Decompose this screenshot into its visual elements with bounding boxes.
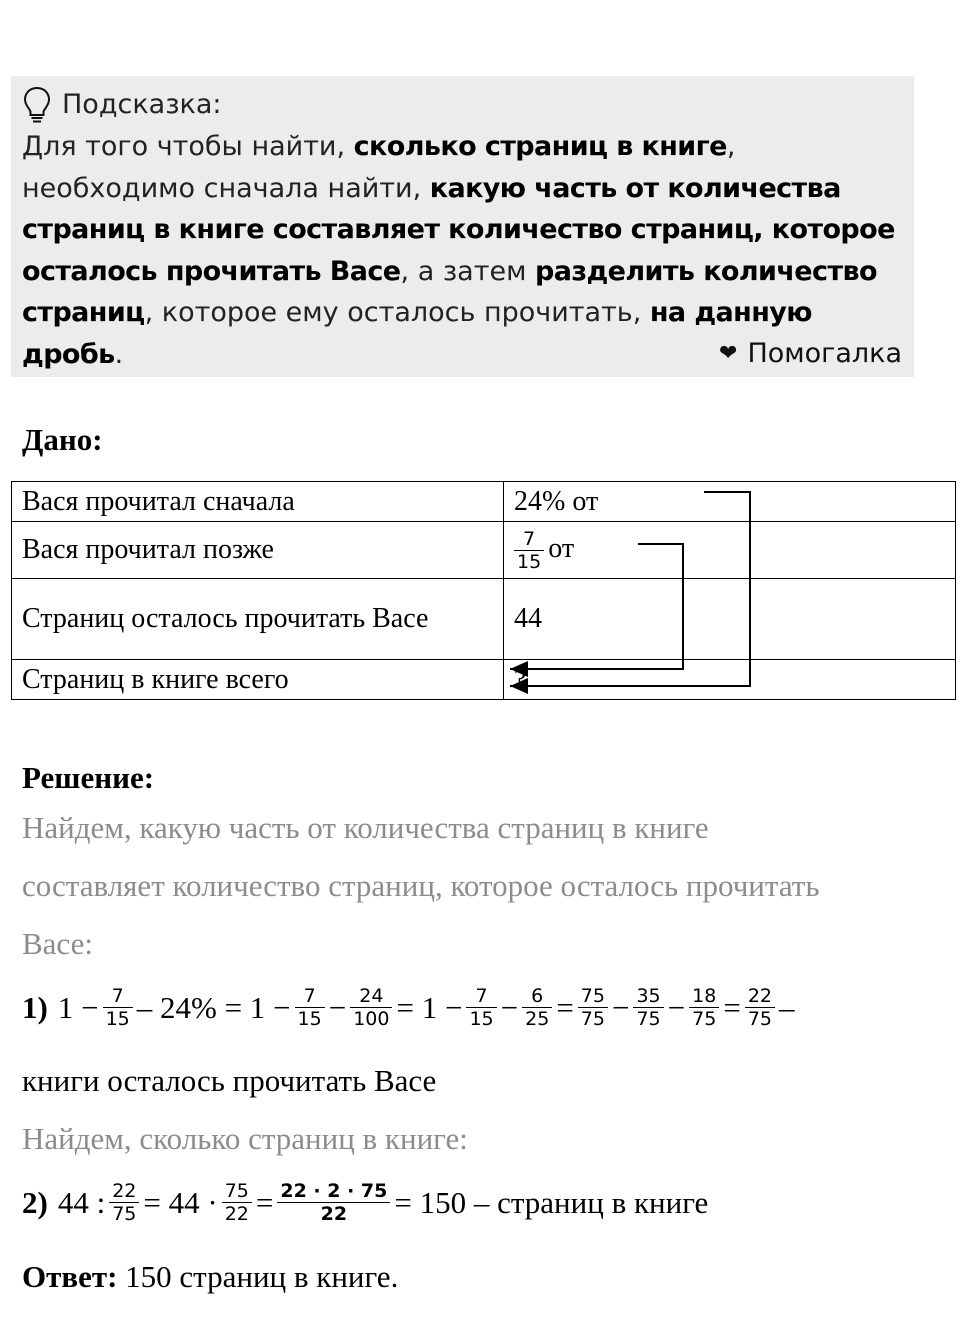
given-title: Дано:	[22, 422, 103, 457]
hint-segment: , необходимо сначала найти,	[22, 131, 736, 204]
math-text: –	[779, 989, 795, 1025]
fraction: $\frac{7}{15}$	[514, 528, 544, 573]
math-text: = 1 −	[396, 989, 463, 1025]
hint-bold-segment: разделить количество страниц	[22, 255, 877, 328]
math-text: =	[723, 989, 741, 1025]
math-text: −	[328, 989, 347, 1025]
answer-label: Ответ:	[22, 1259, 118, 1294]
brand-name: Помогалка	[747, 338, 902, 369]
math-text: = 44 ·	[143, 1184, 218, 1220]
math-text: −	[667, 989, 686, 1025]
answer-text: 150 страниц в книге.	[125, 1259, 399, 1294]
heart-icon: ❤	[719, 341, 738, 366]
given-value: 44	[504, 579, 956, 660]
math-text: =	[255, 1184, 274, 1220]
fraction: $\frac{24}{100}$	[350, 985, 392, 1030]
math-text: −	[500, 989, 519, 1025]
hint-bold-segment: на данную дробь	[22, 297, 812, 370]
hint-header	[22, 84, 907, 126]
fraction: $\frac{22}{75}$	[109, 1180, 139, 1225]
fraction: $\frac{35}{75}$	[633, 985, 663, 1030]
hint-title: Подсказка:	[62, 89, 222, 121]
fraction: $\frac{7}{15}$	[295, 985, 325, 1030]
hint-segment: , которое ему осталось прочитать,	[144, 297, 650, 328]
brand-label	[719, 338, 902, 369]
math-text: 1 −	[57, 989, 99, 1025]
fraction: $\frac{22}{75}$	[745, 985, 775, 1030]
step1-result: книги осталось прочитать Васе	[22, 1063, 437, 1098]
hint-box	[11, 76, 914, 377]
given-value: ?	[504, 660, 956, 700]
fraction: $\frac{75}{22}$	[222, 1180, 252, 1225]
given-value-suffix: от	[548, 532, 575, 564]
table-row	[12, 579, 956, 660]
fraction: $\frac{18}{75}$	[689, 985, 719, 1030]
table-row	[12, 660, 956, 700]
given-table	[11, 481, 956, 700]
given-label: Вася прочитал позже	[12, 522, 504, 579]
given-value	[504, 522, 956, 579]
given-label: Страниц в книге всего	[12, 660, 504, 700]
math-text: =	[556, 989, 574, 1025]
fraction: $\frac{7}{15}$	[466, 985, 496, 1030]
step-label: 1)	[22, 989, 48, 1025]
fraction: $\frac{6}{25}$	[522, 985, 552, 1030]
table-row	[12, 482, 956, 522]
given-label: Страниц осталось прочитать Васе	[12, 579, 504, 660]
hint-bold-segment: сколько страниц в книге	[353, 131, 727, 162]
given-value: 24% от	[504, 482, 956, 522]
step2-intro: Найдем, сколько страниц в книге:	[22, 1121, 468, 1156]
math-text: 44 :	[57, 1184, 106, 1220]
lightbulb-icon	[22, 86, 52, 124]
step1-intro: Найдем, какую часть от количества страниц в книге	[22, 810, 709, 845]
math-text: = 150 – страниц в книге	[394, 1184, 709, 1220]
hint-segment: Для того чтобы найти,	[22, 131, 354, 162]
step-label: 2)	[22, 1184, 48, 1220]
hint-bold-segment: какую часть от количества страниц в книге составляет количество страниц, которое осталось прочитать Васе	[22, 172, 895, 287]
fraction: $\frac{75}{75}$	[578, 985, 608, 1030]
step1-intro: составляет количество страниц, которое осталось прочитать	[22, 868, 820, 903]
hint-segment: , а затем	[400, 255, 536, 287]
fraction: $\frac{7}{15}$	[103, 985, 133, 1030]
fraction: $\frac{22 \cdot 2 \cdot 75}{22}$	[277, 1180, 390, 1225]
hint-segment: .	[114, 338, 124, 370]
math-text: – 24% = 1 −	[136, 989, 291, 1025]
solution-title: Решение:	[22, 760, 155, 795]
answer	[22, 1259, 398, 1295]
given-label: Вася прочитал сначала	[12, 482, 504, 522]
step2-equation	[22, 1180, 708, 1225]
hint-content	[22, 84, 907, 375]
table-row	[12, 522, 956, 579]
math-text: −	[611, 989, 630, 1025]
step1-intro: Васе:	[22, 926, 93, 961]
step1-equation	[22, 985, 795, 1030]
